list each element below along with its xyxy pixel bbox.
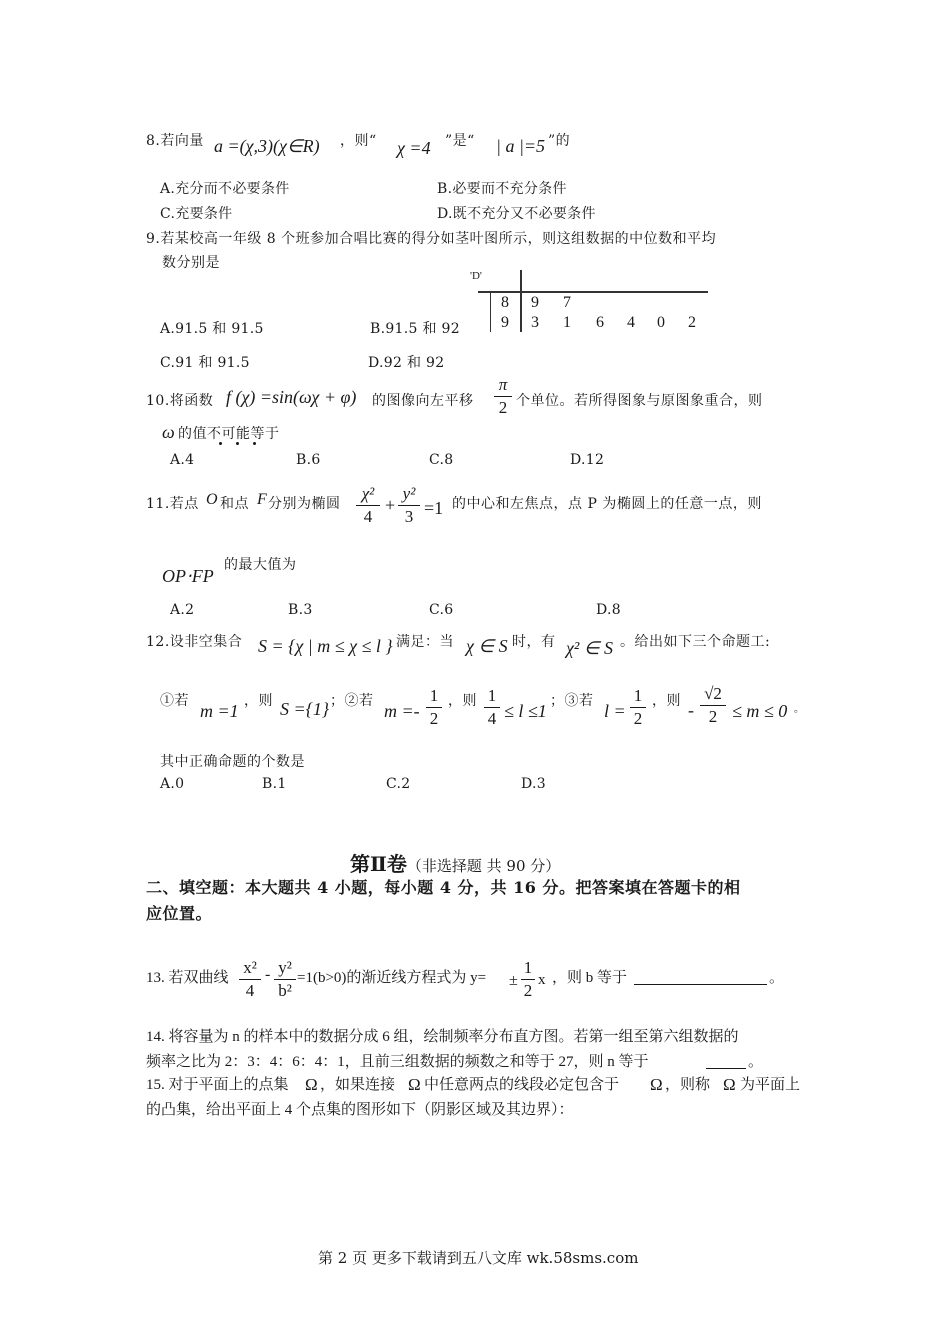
q11-e2-num: y² — [402, 484, 416, 503]
q10-option-d: D.12 — [570, 452, 605, 468]
q13-k-num: 1 — [523, 958, 533, 977]
q13-answer-blank[interactable] — [634, 967, 767, 985]
q12-p3-num: 1 — [633, 686, 643, 705]
stem-leaf-left-edge — [490, 292, 491, 332]
q8-suffix: ”的 — [548, 133, 571, 149]
q9-option-c: C.91 和 91.5 — [160, 355, 250, 371]
q11-equals: =1 — [424, 498, 444, 518]
q10-option-c: C.8 — [429, 452, 454, 468]
q11-point-o: O — [206, 491, 218, 508]
q8-option-c: C.充要条件 — [160, 206, 233, 222]
q9-option-b: B.91.5 和 92 — [370, 321, 460, 337]
q13-slope-fraction — [521, 958, 535, 1001]
q12-p2-result: ≤ l ≤1 — [504, 701, 547, 721]
fill-in-heading-line2: 应位置。 — [146, 904, 213, 923]
emphasis-dot — [236, 442, 239, 445]
q12-set: S = {χ | m ≤ χ ≤ l } — [258, 636, 393, 656]
q10-fraction — [494, 375, 512, 418]
q12-p3-rnum: √2 — [704, 684, 722, 703]
q15-omega-4: Ω — [723, 1075, 736, 1094]
q12-p3-den: 2 — [633, 709, 643, 728]
q12-prefix: 12.设非空集合 — [146, 634, 243, 650]
leaf-value: 6 — [596, 314, 604, 331]
q15-part4: ，则称 — [665, 1077, 711, 1093]
q10-option-b: B.6 — [296, 452, 321, 468]
q8-mid2: ”是“ — [445, 133, 475, 149]
q11-e2-den: 3 — [404, 507, 414, 526]
q13-k-den: 2 — [523, 981, 533, 1000]
q14-line1: 14. 将容量为 n 的样本中的数据分成 6 组，绘制频率分布直方图。若第一组至第六组数据的 — [146, 1029, 739, 1045]
q11-line2: 的最大值为 — [224, 557, 297, 573]
q11-dot-product: OP⋅FP — [162, 566, 214, 586]
q10-mid: 的图像向左平移 — [372, 393, 474, 409]
q10-suffix: 个单位。若所得图象与原图象重合，则 — [516, 393, 763, 409]
q15-omega-1: Ω — [305, 1075, 318, 1094]
stem-leaf-rule — [478, 291, 708, 293]
q9-line2: 数分别是 — [162, 255, 220, 271]
q12-p3-result: ≤ m ≤ 0 — [732, 701, 788, 721]
q13-plus-minus: ± — [509, 972, 518, 989]
q12-suffix: 。给出如下三个命题工: — [620, 634, 771, 650]
q11-point-f: F — [257, 491, 267, 508]
q12-cond1: χ ∈ S — [466, 636, 508, 656]
q12-p1-result: S ={1} — [280, 699, 330, 719]
leaf-value: 9 — [531, 294, 539, 311]
q15-omega-3: Ω — [650, 1075, 663, 1094]
q8-option-d: D.既不充分又不必要条件 — [437, 206, 596, 222]
q12-question: 其中正确命题的个数是 — [160, 754, 305, 770]
q11-suffix: 的中心和左焦点，点 P 为椭圆上的任意一点，则 — [452, 496, 762, 512]
q15-part1: 15. 对于平面上的点集 — [146, 1077, 289, 1093]
q11-prefix: 11.若点 — [146, 496, 199, 512]
q11-mid: 分别为椭圆 — [268, 496, 341, 512]
q13-x-num: x² — [243, 958, 257, 977]
q13-x-den: 4 — [245, 981, 255, 1000]
q8-cond1: χ =4 — [397, 138, 431, 158]
leaf-value: 1 — [563, 314, 571, 331]
q12-p2-den: 2 — [429, 709, 439, 728]
part2-heading — [350, 848, 560, 877]
page-footer: 第 2 页 更多下载请到五八文库 wk.58sms.com — [318, 1249, 639, 1267]
q10-option-a: A.4 — [170, 452, 195, 468]
q8-mid1: ，则“ — [340, 133, 377, 149]
q13-y-den: b² — [278, 981, 292, 1000]
q9-option-d: D.92 和 92 — [368, 355, 445, 371]
q15-omega-2: Ω — [408, 1075, 421, 1094]
stem-leaf-divider — [520, 270, 522, 332]
q12-p1-prefix: ①若 — [160, 693, 189, 709]
q12-p2-prefix: ；②若 — [330, 693, 374, 709]
q12-p2-num: 1 — [429, 686, 439, 705]
q13-x-fraction — [239, 958, 261, 1001]
q12-mid2: 时，有 — [512, 634, 556, 650]
q12-p1-cond: m =1 — [200, 701, 239, 721]
q12-option-d: D.3 — [521, 776, 546, 792]
q11-and: 和点 — [220, 496, 249, 512]
q15-line2: 的凸集，给出平面上 4 个点集的图形如下（阴影区域及其边界）： — [146, 1102, 574, 1118]
leaf-value: 0 — [657, 314, 665, 331]
q12-p3-fraction — [630, 686, 646, 729]
q12-p3-result-fraction — [700, 684, 726, 727]
q11-ellipse-term2 — [398, 484, 420, 527]
q12-p1-then: ，则 — [244, 693, 273, 709]
emphasis-dot — [219, 442, 222, 445]
q10-prefix: 10.将函数 — [146, 393, 214, 409]
q12-option-c: C.2 — [386, 776, 411, 792]
q13-prefix: 13. 若双曲线 — [146, 970, 229, 986]
q12-p2-cond: m =- — [384, 701, 420, 721]
q9-option-a: A.91.5 和 91.5 — [160, 321, 264, 337]
stem-row-2: 9 — [501, 314, 509, 331]
q14-line2: 频率之比为 2：3：4：6：4：1，且前三组数据的频数之和等于 27，则 n 等于 — [146, 1054, 649, 1070]
q13-mid: =1(b>0)的渐近线方程式为 y= — [297, 970, 487, 986]
leaf-value: 4 — [627, 314, 635, 331]
q10-function: f (χ) =sin(ωχ + φ) — [226, 387, 357, 407]
q11-e1-den: 4 — [363, 507, 373, 526]
q13-suffix: ，则 b 等于 — [552, 970, 628, 986]
q11-option-c: C.6 — [429, 602, 454, 618]
q12-cond2: χ² ∈ S — [566, 638, 613, 658]
q10-line2: 的值不可能等于 — [178, 426, 280, 442]
q8-cond2: | a |=5 — [496, 136, 546, 156]
stem-row-1: 8 — [501, 294, 509, 311]
q12-p2-fraction — [426, 686, 442, 729]
fill-in-heading-line1: 二、填空题：本大题共 4 小题，每小题 4 分，共 16 分。把答案填在答题卡的相 — [146, 878, 741, 897]
q9-line1: 9.若某校高一年级 8 个班参加合唱比赛的得分如茎叶图所示，则这组数据的中位数和平均 — [146, 231, 717, 247]
q10-frac-num: π — [498, 375, 508, 394]
q12-p3-end: 。 — [794, 704, 805, 715]
part2-subtitle: （非选择题 共 90 分） — [406, 857, 561, 875]
q12-p3-then: ，则 — [652, 693, 681, 709]
q8-vector: a =(χ,3)(χ∈R) — [214, 136, 320, 156]
q10-omega: ω — [162, 422, 175, 442]
q13-x: x — [538, 972, 546, 988]
q12-p3-minus: - — [688, 700, 694, 720]
q13-minus: - — [265, 966, 271, 983]
leaf-value: 2 — [688, 314, 696, 331]
stem-leaf-corner: 'D' — [470, 270, 482, 282]
q14-end: 。 — [748, 1054, 764, 1070]
q12-p2-rden: 4 — [487, 709, 497, 728]
part2-title: 第Ⅱ卷 — [350, 852, 407, 876]
q15-part5: 为平面上 — [740, 1077, 801, 1093]
q10-frac-den: 2 — [498, 398, 508, 417]
q11-option-b: B.3 — [288, 602, 313, 618]
q8-option-b: B.必要而不充分条件 — [437, 181, 567, 197]
q13-y-fraction — [274, 958, 296, 1001]
q11-option-d: D.8 — [596, 602, 621, 618]
q11-e1-num: χ² — [361, 484, 375, 503]
q12-mid1: 满足：当 — [396, 634, 454, 650]
q12-p3-cond: l = — [604, 701, 626, 721]
q12-option-b: B.1 — [262, 776, 287, 792]
q12-p2-rnum: 1 — [487, 686, 497, 705]
q12-p3-rden: 2 — [708, 707, 718, 726]
q8-prefix: 8.若向量 — [146, 133, 204, 149]
q12-p2-result-fraction — [484, 686, 500, 729]
q11-option-a: A.2 — [170, 602, 195, 618]
leaf-value: 3 — [531, 314, 539, 331]
q11-ellipse-term1 — [356, 484, 380, 527]
q15-part2: ，如果连接 — [320, 1077, 396, 1093]
q13-end: 。 — [769, 970, 785, 986]
q14-answer-blank[interactable] — [706, 1051, 746, 1069]
q12-option-a: A.0 — [160, 776, 185, 792]
q13-y-num: y² — [278, 958, 292, 977]
q11-plus: + — [385, 495, 396, 515]
q8-option-a: A.充分而不必要条件 — [160, 181, 290, 197]
q12-p2-then: ，则 — [448, 693, 477, 709]
emphasis-dot — [253, 442, 256, 445]
q12-p3-prefix: ；③若 — [550, 693, 594, 709]
q15-part3: 中任意两点的线段必定包含于 — [424, 1077, 620, 1093]
leaf-value: 7 — [563, 294, 571, 311]
